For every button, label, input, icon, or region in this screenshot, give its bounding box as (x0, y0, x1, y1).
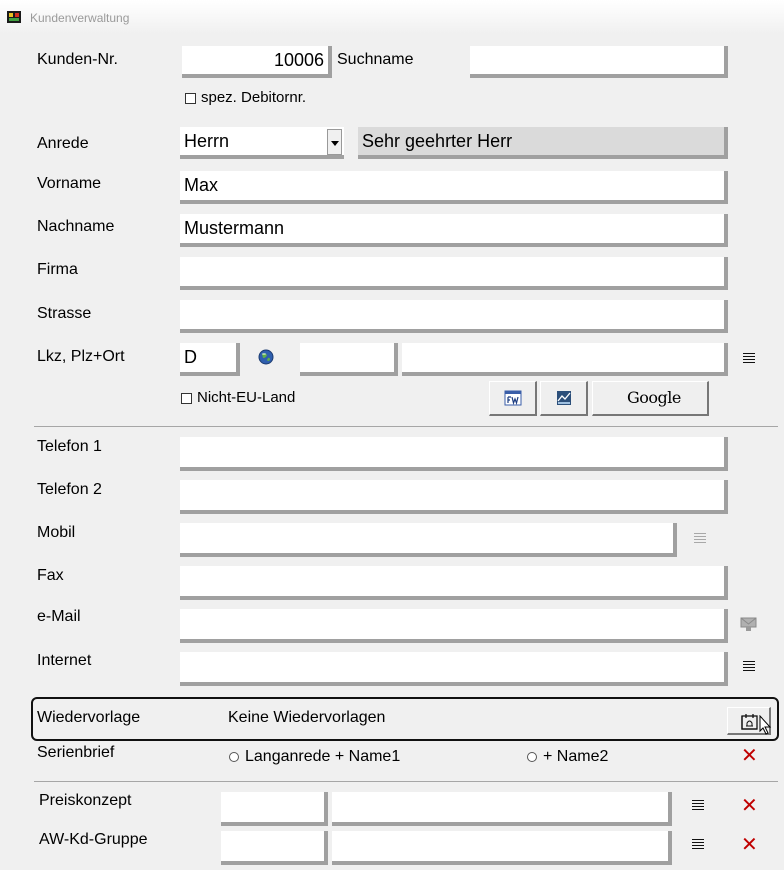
nicht-eu-label: Nicht-EU-Land (197, 389, 296, 406)
firma-label: Firma (37, 261, 78, 278)
anrede-label: Anrede (37, 135, 89, 152)
telefon2-input[interactable] (180, 480, 728, 514)
calendar-alarm-icon (741, 713, 759, 730)
salutation-field: Sehr geehrter Herr (358, 127, 728, 159)
email-label: e-Mail (37, 608, 81, 625)
window-title: Kundenverwaltung (30, 11, 130, 25)
wiedervorlage-highlight (31, 697, 779, 741)
preiskonzept-name-input[interactable] (332, 792, 672, 826)
email-input[interactable] (180, 609, 728, 643)
aw-kd-gruppe-list-icon[interactable] (692, 839, 704, 850)
nachname-label: Nachname (37, 218, 115, 235)
serienbrief-option1-label: Langanrede + Name1 (245, 748, 401, 765)
telefon1-input[interactable] (180, 437, 728, 471)
internet-list-icon[interactable] (743, 661, 755, 672)
aw-kd-gruppe-code-input[interactable] (221, 831, 328, 865)
fax-label: Fax (37, 567, 64, 584)
serienbrief-label: Serienbrief (37, 744, 115, 761)
ort-list-icon[interactable] (743, 353, 755, 364)
spez-debitor-label: spez. Debitornr. (201, 89, 307, 106)
mobil-list-icon[interactable] (694, 533, 706, 544)
globe-icon[interactable] (258, 349, 274, 365)
vorname-label: Vorname (37, 175, 102, 192)
preiskonzept-label: Preiskonzept (39, 792, 132, 809)
anrede-dropdown-button[interactable] (327, 129, 342, 155)
ort-input[interactable] (402, 343, 728, 376)
telefon1-label: Telefon 1 (37, 438, 102, 455)
divider-1 (34, 426, 778, 427)
lkz-plz-ort-label: Lkz, Plz+Ort (37, 348, 125, 365)
mobil-input[interactable] (180, 523, 677, 557)
suchname-input[interactable] (470, 46, 728, 78)
spez-debitor-checkbox[interactable] (185, 93, 196, 104)
kunden-nr-label: Kunden-Nr. (37, 51, 118, 68)
map-button[interactable] (540, 381, 588, 416)
vorname-input[interactable]: Max (180, 171, 728, 204)
suchname-label: Suchname (337, 51, 414, 68)
mail-icon[interactable] (740, 616, 758, 632)
serienbrief-radio-langanrede[interactable] (229, 752, 239, 762)
fw-button[interactable] (489, 381, 537, 416)
nicht-eu-checkbox[interactable] (181, 393, 192, 404)
divider-2 (34, 781, 778, 782)
internet-label: Internet (37, 652, 92, 669)
wiedervorlage-button[interactable] (727, 707, 771, 735)
preiskonzept-list-icon[interactable] (692, 800, 704, 811)
preiskonzept-delete-icon[interactable]: ✕ (741, 795, 758, 817)
anrede-select[interactable]: Herrn (180, 127, 344, 159)
mobil-label: Mobil (37, 524, 76, 541)
serienbrief-delete-icon[interactable]: ✕ (741, 745, 758, 767)
google-button[interactable] (592, 381, 709, 416)
plz-input[interactable] (300, 343, 398, 376)
strasse-input[interactable] (180, 300, 728, 333)
strasse-label: Strasse (37, 305, 92, 322)
wiedervorlage-value: Keine Wiedervorlagen (228, 709, 386, 726)
google-logo: Google (627, 388, 681, 407)
kunden-nr-input[interactable]: 10006 (182, 46, 332, 78)
map-icon (556, 390, 572, 406)
wiedervorlage-label: Wiedervorlage (37, 709, 141, 726)
serienbrief-option2-label: + Name2 (543, 748, 609, 765)
lkz-input[interactable]: D (180, 343, 240, 376)
mouse-cursor-icon (759, 715, 773, 736)
aw-kd-gruppe-delete-icon[interactable]: ✕ (741, 834, 758, 856)
aw-kd-gruppe-label: AW-Kd-Gruppe (39, 831, 148, 848)
serienbrief-radio-name2[interactable] (527, 752, 537, 762)
preiskonzept-code-input[interactable] (221, 792, 328, 826)
fw-document-icon (504, 390, 522, 406)
fax-input[interactable] (180, 566, 728, 600)
internet-input[interactable] (180, 652, 728, 686)
nachname-input[interactable]: Mustermann (180, 214, 728, 247)
telefon2-label: Telefon 2 (37, 481, 102, 498)
aw-kd-gruppe-name-input[interactable] (332, 831, 672, 865)
firma-input[interactable] (180, 257, 728, 290)
